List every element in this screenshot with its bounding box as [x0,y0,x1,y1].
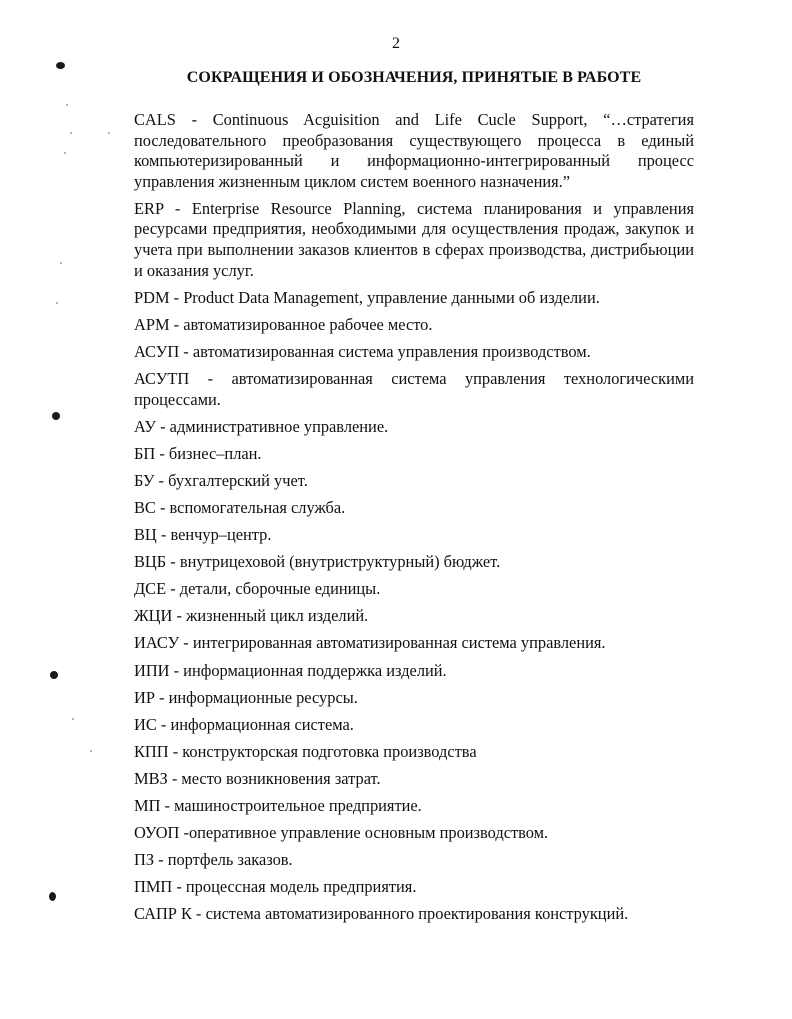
abbreviation-term: ВЦ [134,525,157,545]
abbreviation-entry [134,742,694,763]
abbreviation-term: АСУТП [134,369,190,389]
abbreviation-entry [134,823,694,844]
abbreviation-entry [134,796,694,817]
page-title: СОКРАЩЕНИЯ И ОБОЗНАЧЕНИЯ, ПРИНЯТЫЕ В РАБОТЕ [186,69,642,86]
term-separator: - [166,579,180,599]
abbreviation-term: ОУОП [134,823,180,843]
abbreviation-entry [134,525,694,546]
scan-speck [66,104,68,106]
abbreviation-term: ИАСУ [134,633,180,653]
scan-speck [108,132,110,134]
abbreviation-term: ВС [134,498,156,517]
abbreviation-term: САПР К [134,904,192,924]
term-separator: - [166,552,180,572]
abbreviation-term: ЖЦИ [134,606,173,626]
abbreviation-definition: Product Data Management, управление данными об изделии. [183,287,600,307]
term-separator: - [179,823,189,843]
abbreviation-term: ИР [134,687,155,707]
abbreviation-entry [134,288,694,309]
abbreviation-definition: автоматизированная система управления производством. [192,341,591,361]
term-separator: - [154,687,169,707]
abbreviation-entry [134,904,694,925]
abbreviation-term: МВЗ [134,768,168,788]
term-separator: - [172,606,187,626]
term-separator: - [156,714,171,734]
abbreviation-definition: детали, сборочные единицы. [179,579,381,599]
term-separator: - [155,443,169,463]
abbreviation-definition: интегрированная автоматизированная система управления. [192,633,606,653]
term-separator: - [189,369,232,389]
scan-speck [64,152,66,154]
abbreviation-entry [134,110,694,192]
abbreviation-definition: информационная система. [170,714,354,734]
abbreviation-entry [134,661,694,682]
term-separator: - [167,768,182,788]
term-separator: - [169,660,184,680]
abbreviation-entry [134,199,694,281]
abbreviation-definition: машиностроительное предприятие. [174,796,422,816]
abbreviation-term: PDM [134,287,170,307]
scan-speck [60,262,62,264]
abbreviation-entry [134,369,694,410]
abbreviation-definition: административное управление. [169,416,389,436]
scan-artifact [49,892,56,901]
abbreviation-term: АСУП [134,341,180,361]
abbreviation-term: БУ [134,470,155,490]
abbreviation-entry [134,498,694,519]
scan-speck [90,750,92,752]
abbreviation-definition: автоматизированное рабочее место. [183,314,433,334]
term-separator: - [168,741,183,761]
abbreviation-term: CALS [134,110,176,129]
abbreviation-entry [134,715,694,736]
abbreviation-entry [134,850,694,871]
abbreviation-entry [134,417,694,438]
term-separator: - [179,341,193,361]
abbreviation-definition: венчур–центр. [170,525,272,545]
abbreviation-definition: Enterprise Resource Planning, система планирования и управления ресурсами предприятия, необходимыми для осуществления продаж, закупок и учета при выполнении заказов клиентов в сферах производства, дистрибьюции и оказания услуг. [134,198,695,280]
abbreviation-list [134,110,694,932]
abbreviation-definition: информационные ресурсы. [168,687,358,707]
term-separator: - [154,470,169,490]
scan-speck [70,132,72,134]
abbreviation-definition: бизнес–план. [168,443,262,463]
abbreviation-entry [134,315,694,336]
abbreviation-definition: система автоматизированного проектирования конструкций. [205,904,629,924]
abbreviation-term: БП [134,443,156,463]
term-separator: - [169,314,184,334]
abbreviation-definition: оперативное управление основным производством. [188,823,549,843]
term-separator: - [172,877,186,897]
abbreviation-term: ИС [134,714,157,734]
term-separator: - [160,796,175,816]
abbreviation-term: ДСЕ [134,579,167,599]
abbreviation-entry [134,688,694,709]
abbreviation-definition: бухгалтерский учет. [168,470,308,490]
abbreviation-term: ВЦБ [134,552,167,572]
abbreviation-term: ERP [134,198,164,218]
abbreviation-definition: Continuous Acguisition and Life Cucle Support, “…стратегия последовательного преобразования существующего процесса в единый компьютеризированный и информационно-интегрированный процесс управления жизненным циклом систем военного назначения.” [134,110,694,191]
abbreviation-entry [134,769,694,790]
abbreviation-entry [134,606,694,627]
scan-speck [56,302,58,304]
scan-artifact [50,671,58,679]
abbreviation-term: АРМ [134,314,170,334]
term-separator: - [191,904,206,924]
term-separator: - [154,850,168,870]
scan-speck [72,718,74,720]
term-separator: - [156,525,171,545]
term-separator: - [155,498,170,517]
abbreviation-entry [134,579,694,600]
term-separator: - [169,287,184,307]
abbreviation-entry [134,877,694,898]
term-separator: - [175,110,213,129]
term-separator: - [179,633,193,653]
page-number: 2 [392,35,400,52]
abbreviation-definition: внутрицеховой (внутриструктурный) бюджет. [179,552,501,572]
abbreviation-definition: процессная модель предприятия. [185,877,417,897]
abbreviation-definition: вспомогательная служба. [169,498,346,517]
abbreviation-definition: автоматизированная система управления технологическими процессами. [134,369,694,409]
abbreviation-term: АУ [134,416,157,436]
abbreviation-entry [134,552,694,573]
abbreviation-term: ПЗ [134,850,155,870]
abbreviation-definition: информационная поддержка изделий. [183,660,447,680]
term-separator: - [163,198,192,218]
abbreviation-term: МП [134,796,161,816]
scan-artifact [56,62,65,69]
scan-artifact [52,412,60,420]
abbreviation-definition: жизненный цикл изделий. [186,606,369,626]
abbreviation-term: КПП [134,741,169,761]
abbreviation-term: ИПИ [134,660,170,680]
abbreviation-entry [134,444,694,465]
abbreviation-definition: место возникновения затрат. [181,768,381,788]
abbreviation-term: ПМП [134,877,173,897]
abbreviation-entry [134,342,694,363]
abbreviation-entry [134,633,694,654]
term-separator: - [156,416,170,436]
abbreviation-definition: конструкторская подготовка производства [182,741,477,761]
abbreviation-entry [134,471,694,492]
abbreviation-definition: портфель заказов. [167,850,293,870]
